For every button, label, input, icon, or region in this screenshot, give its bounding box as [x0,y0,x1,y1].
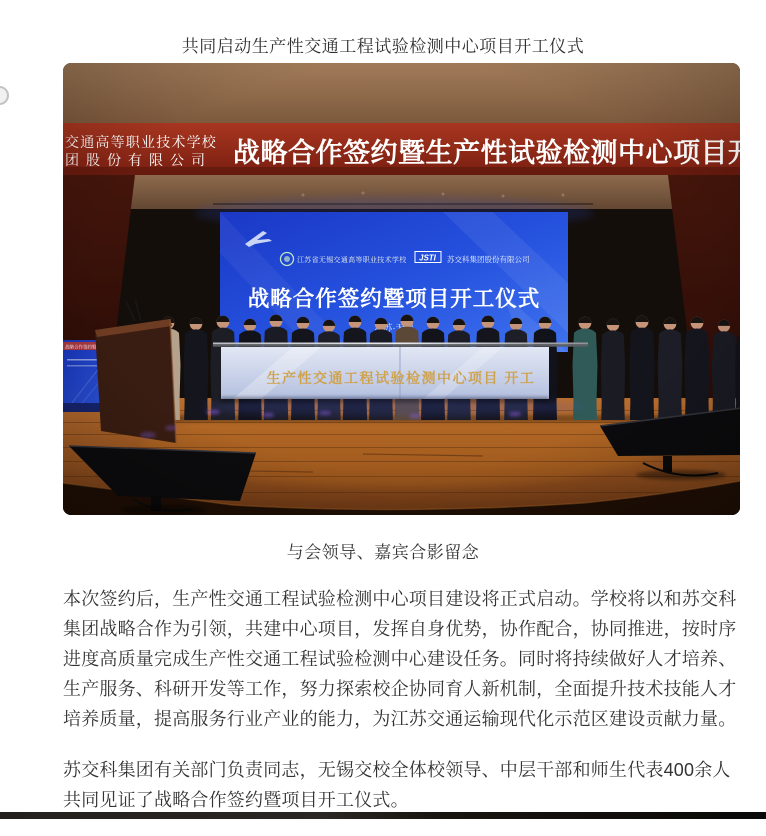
paragraph-line: 进度高质量完成生产性交通工程试验检测中心建设任务。同时将持续做好人才培养、 [63,649,737,669]
paragraph-line: 集团战略合作为引领，共建中心项目，发挥自身优势，协作配合，协同推进，按时序 [63,619,737,639]
event-photo[interactable] [63,63,740,515]
left-edge-widget-button[interactable] [0,86,9,105]
paragraph-line: 苏交科集团有关部门负责同志，无锡交校全体校领导、中层干部和师生代表400余人 [63,760,731,780]
paragraph-line: 共同见证了战略合作签约暨项目开工仪式。 [63,790,409,810]
paragraph-1 [63,584,763,734]
photo-caption: 与会领导、嘉宾合影留念 [286,543,480,562]
paragraph-line: 生产服务、科研开发等工作，努力探索校企协同育人新机制，全面提升技术技能人才 [63,679,737,699]
paragraph-2 [63,755,763,815]
paragraph-line: 培养质量，提高服务行业产业的能力，为江苏交通运输现代化示范区建设贡献力量。 [63,709,737,729]
photo-vignette [63,63,740,515]
paragraph-line: 本次签约后，生产性交通工程试验检测中心项目建设将正式启动。学校将以和苏交科 [63,589,737,609]
bottom-strip [0,812,766,819]
article-body [63,584,763,836]
page-title: 共同启动生产性交通工程试验检测中心项目开工仪式 [181,37,585,57]
event-photo-graphic [63,63,740,515]
